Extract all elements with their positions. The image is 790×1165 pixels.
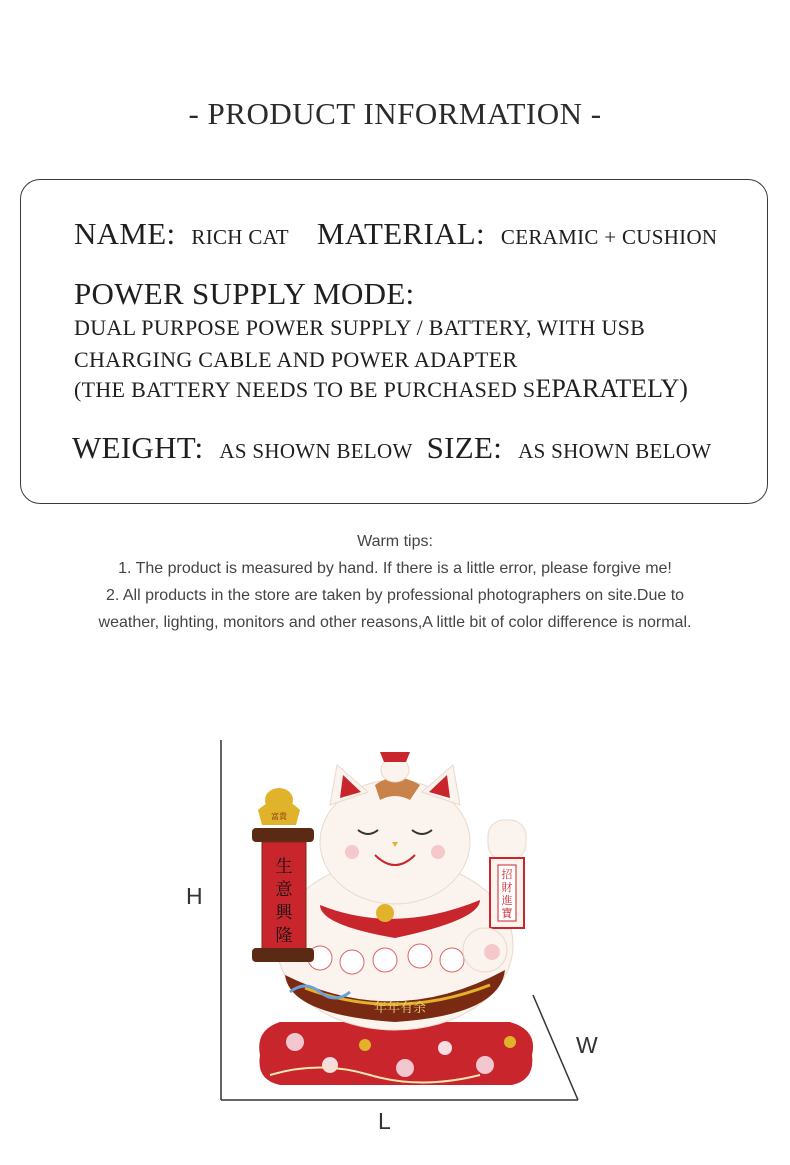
material-value: CERAMIC + CUSHION	[500, 225, 718, 249]
weight-label: WEIGHT:	[72, 430, 204, 465]
warm-tips	[0, 528, 790, 636]
tips-line-3: weather, lighting, monitors and other reasons,A little bit of color difference is normal.	[98, 614, 692, 631]
power-supply-line-1: DUAL PURPOSE POWER SUPPLY / BATTERY, WITH USB	[74, 315, 646, 340]
right-scroll-char-3: 進	[501, 894, 513, 907]
size-label: SIZE:	[426, 430, 503, 465]
right-scroll-char-1: 招	[501, 868, 513, 881]
lucky-cat	[252, 752, 526, 1030]
power-supply-line-3b: EPARATELY)	[535, 374, 688, 403]
left-scroll-char-2: 意	[275, 880, 293, 900]
power-supply-line-3	[74, 374, 688, 406]
tips-heading: Warm tips:	[357, 533, 433, 550]
weight-value: AS SHOWN BELOW	[219, 439, 413, 463]
length-label: L	[378, 1108, 391, 1134]
material-label: MATERIAL:	[316, 216, 485, 251]
power-supply-label: POWER SUPPLY MODE:	[74, 276, 415, 311]
right-scroll-char-4: 寶	[501, 907, 513, 920]
product-dimension-diagram	[180, 730, 620, 1160]
left-scroll-char-3: 興	[275, 903, 293, 923]
power-supply-line-3a: (THE BATTERY NEEDS TO BE PURCHASED S	[74, 377, 536, 402]
cushion	[259, 1022, 533, 1085]
tips-line-1: 1. The product is measured by hand. If there is a little error, please forgive me!	[118, 560, 672, 577]
product-info-box	[20, 179, 768, 504]
name-value: RICH CAT	[191, 225, 289, 249]
ingot-text: 富貴	[271, 812, 287, 821]
left-scroll-char-1: 生	[275, 857, 293, 877]
name-label: NAME:	[74, 216, 176, 251]
dimension-svg	[180, 730, 620, 1160]
right-scroll-char-2: 財	[501, 881, 513, 894]
size-value: AS SHOWN BELOW	[518, 439, 712, 463]
page-title: - PRODUCT INFORMATION -	[188, 96, 602, 131]
left-scroll-char-4: 隆	[275, 926, 293, 946]
tips-line-2: 2. All products in the store are taken by professional photographers on site.Due to	[105, 587, 685, 604]
width-axis-line	[533, 995, 578, 1100]
name-row	[74, 216, 717, 252]
height-label: H	[186, 883, 203, 909]
power-supply-line-2: CHARGING CABLE AND POWER ADAPTER	[74, 347, 518, 372]
boat-text: 年年有余	[373, 1001, 427, 1016]
width-label: W	[576, 1032, 598, 1058]
weight-size-row	[72, 430, 711, 466]
